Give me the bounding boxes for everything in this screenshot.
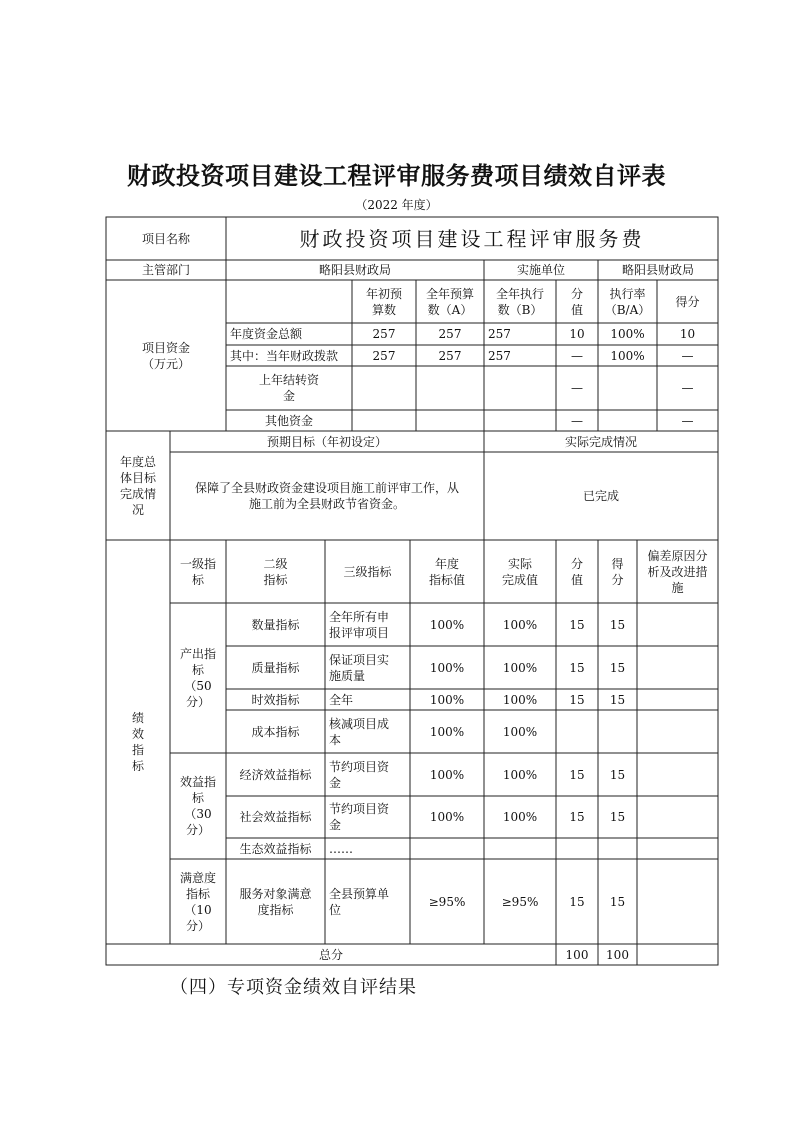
page-title: 财政投资项目建设工程评审服务费项目绩效自评表 [127,162,666,190]
funds-cell: 257 [372,348,396,363]
funds-row-label: 上年结转资 金 [258,373,319,403]
perf-l3: 节约项目资 金 [329,759,390,790]
funds-row-label: 年度资金总额 [230,327,303,341]
perf-target: 100% [429,617,465,632]
perf-score: 15 [569,767,585,782]
funds-cell: — [681,413,694,428]
perf-target: 100% [429,767,465,782]
project-name-label: 项目名称 [141,231,190,246]
perf-l2: 数量指标 [251,617,300,632]
perf-target: 100% [429,660,465,675]
perf-got: 15 [609,617,626,632]
perf-l3: 节约项目资 金 [329,802,390,832]
funds-row-label: 其他资金 [264,413,313,428]
funds-cell: 257 [488,348,511,363]
perf-l2: 服务对象满意 度指标 [239,886,312,917]
perf-actual: 100% [502,692,538,707]
funds-cell: — [681,348,694,363]
perf-label: 绩 效 指 标 [131,711,144,773]
perf-header: 实际 完成值 [501,556,538,587]
unit-value: 略阳县财政局 [621,263,694,277]
perf-group-name: 效益指 标 （30 分） [179,775,216,837]
funds-cell: — [571,413,583,428]
perf-score: 15 [569,660,585,675]
funds-header: 执行率 （B/A） [604,286,651,317]
funds-label: 项目资金 （万元） [141,340,190,371]
perf-header: 一级指 标 [179,556,216,587]
section-heading: （四）专项资金绩效自评结果 [170,977,417,998]
goal-expected-header: 预期目标（年初设定） [266,434,387,449]
funds-header: 全年执行 数（B） [495,286,544,317]
funds-cell: 257 [438,348,462,363]
total-score: 100 [565,947,589,962]
perf-header: 得 分 [611,556,624,587]
perf-group-name: 产出指 标 （50 分） [179,647,216,709]
perf-group-name: 满意度 指标 （10 分） [179,870,216,933]
perf-got: 15 [609,810,626,824]
perf-l3: 全年所有申 报评审项目 [329,609,390,640]
goal-actual-text: 已完成 [582,489,619,503]
goal-expected-text: 保障了全县财政资金建设项目施工前评审工作，从 施工前为全县财政节省资金。 [194,481,459,511]
perf-target: ≥95% [428,894,466,909]
funds-cell: — [571,348,583,363]
perf-target: 100% [429,810,465,824]
perf-actual: 100% [502,724,538,739]
perf-target: 100% [429,724,465,739]
perf-score: 15 [569,617,585,632]
perf-actual: 100% [502,617,538,632]
perf-header: 偏差原因分 析及改进措 施 [647,548,708,595]
perf-score: 15 [569,894,585,909]
perf-got: 15 [609,894,626,909]
funds-header: 年初预 算数 [365,286,402,317]
perf-l3: 全县预算单 位 [329,886,390,917]
funds-cell: 100% [610,348,645,363]
perf-got: 15 [609,660,626,675]
perf-l3: 核减项目成 本 [329,716,390,747]
funds-cell: 100% [610,327,645,341]
goal-actual-header: 实际完成情况 [564,434,637,449]
goal-label: 年度总 体目标 完成情 况 [119,454,156,517]
perf-l2: 成本指标 [251,724,300,739]
funds-cell: 257 [488,327,511,341]
perf-target: 100% [429,692,465,707]
perf-l2: 质量指标 [251,660,300,675]
perf-actual: 100% [502,810,538,824]
perf-got: 15 [609,692,626,707]
perf-actual: ≥95% [501,894,539,909]
perf-l3: 全年 [329,692,354,707]
year-label: （2022 年度） [355,198,438,212]
perf-l2: 时效指标 [251,692,300,707]
funds-cell: 10 [569,327,585,341]
funds-header: 全年预算 数（A） [425,286,474,317]
perf-header: 二级 指标 [263,556,288,587]
perf-l2: 社会效益指标 [239,810,312,824]
funds-cell: 257 [372,327,396,341]
funds-cell: 10 [679,327,696,341]
perf-l2: 经济效益指标 [239,767,312,782]
total-got: 100 [606,947,629,962]
dept-label: 主管部门 [141,263,190,277]
perf-header: 年度 指标值 [428,556,465,587]
funds-cell: 257 [438,327,462,341]
perf-l3: 保证项目实 施质量 [329,652,390,683]
perf-l2: 生态效益指标 [239,841,312,856]
unit-label: 实施单位 [516,263,565,277]
funds-cell: — [571,381,583,395]
perf-got: 15 [609,767,626,782]
funds-header: 得分 [675,294,700,309]
project-name-value: 财政投资项目建设工程评审服务费 [299,226,645,251]
perf-l3: …… [329,841,353,856]
perf-header: 三级指标 [343,564,392,579]
perf-score: 15 [569,692,585,707]
dept-value: 略阳县财政局 [318,263,391,277]
funds-header: 分 值 [570,286,583,317]
funds-row-label: 其中：当年财政拨款 [230,348,339,363]
perf-actual: 100% [502,660,538,675]
funds-cell: — [681,381,694,395]
perf-header: 分 值 [570,556,583,587]
total-label: 总分 [318,947,343,962]
perf-actual: 100% [502,767,538,782]
perf-score: 15 [569,810,585,824]
